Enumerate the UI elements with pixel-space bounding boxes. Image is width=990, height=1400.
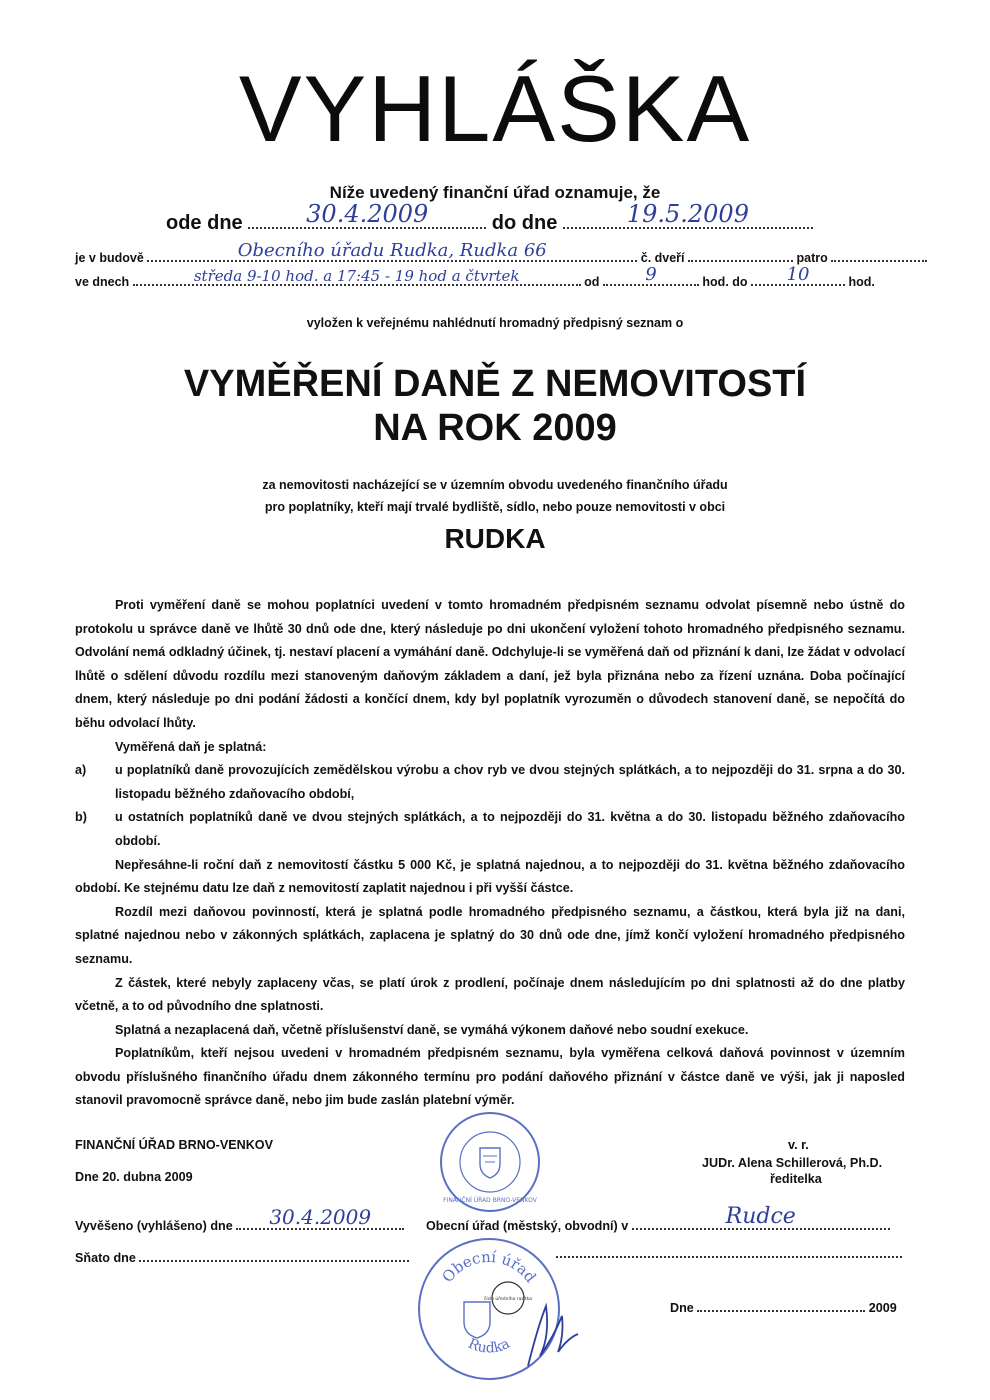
municipal-field xyxy=(632,1204,890,1230)
from-field xyxy=(248,200,486,229)
office-name: FINANČNÍ ÚŘAD BRNO-VENKOV xyxy=(75,1138,274,1152)
headline-line-1: VYMĚŘENÍ DANĚ Z NEMOVITOSTÍ xyxy=(183,363,807,405)
door-field xyxy=(688,246,793,262)
removed-row xyxy=(75,1246,409,1265)
hours-from-value: 9 xyxy=(645,264,657,285)
building-field xyxy=(147,240,637,262)
scope-line-1: za nemovitosti nacházející se v územním obvodu uvedeného finančního úřadu xyxy=(262,478,728,492)
municipal-stamp-center: číslo úředního razítka xyxy=(483,1297,533,1302)
vr-mark: v. r. xyxy=(788,1138,809,1152)
removed-label: Sňato dne xyxy=(75,1251,136,1265)
period-row xyxy=(166,200,813,235)
list-item-b xyxy=(75,806,905,853)
paragraph-difference: Rozdíl mezi daňovou povinností, která je splatná podle hromadného předpisného seznamu, a částkou, která byla již na dani, splatné najednou nebo v zákonných splátkách, zaplacena je splatný do 30 dnů ode dne, jímž končí vyložení hromadného předpisného seznamu. xyxy=(75,904,905,966)
municipal-value: Rudce xyxy=(725,1204,796,1229)
days-row xyxy=(75,264,875,289)
to-label: do dne xyxy=(491,212,558,234)
to-field xyxy=(563,200,813,229)
intro-line: Níže uvedený finanční úřad oznamuje, že xyxy=(329,183,661,202)
days-value: středa 9-10 hod. a 17:45 - 19 hod a čtvrtek xyxy=(193,267,520,285)
floor-label: patro xyxy=(796,251,828,265)
office-stamp-graphic xyxy=(442,1114,538,1210)
dne-row xyxy=(670,1296,897,1315)
list-text-a: u poplatníků daně provozujících zemědělskou výrobu a chov ryb ve dvou stejných splátkách, a to nejpozději do 31. srpna a do 30. listopadu běžného zdaňovacího období, xyxy=(115,763,905,801)
municipal-stamp-top: Obecní úřad xyxy=(438,1247,540,1286)
building-row xyxy=(75,240,927,265)
days-label: ve dnech xyxy=(75,275,130,289)
office-stamp xyxy=(440,1112,540,1212)
posted-field xyxy=(236,1205,404,1230)
municipal-label: Obecní úřad (městský, obvodní) v xyxy=(426,1219,629,1233)
list-text-b: u ostatních poplatníků daně ve dvou stejných splátkách, a to nejpozději do 31. května a do 30. listopadu běžného zdaňovacího období. xyxy=(115,810,905,848)
from-value: 30.4.2009 xyxy=(306,200,429,228)
hours-unit: hod. xyxy=(848,275,875,289)
paragraph-single-payment: Nepřesáhne-li roční daň z nemovitostí částku 5 000 Kč, je splatná najednou, a to nejpozději do 31. května běžného zdaňovacího období. Ke stejnému datu lze daň z nemovitostí zaplatit najednou i při vyšší částce. xyxy=(75,857,905,896)
posted-value: 30.4.2009 xyxy=(269,1205,372,1229)
hours-to-label: hod. do xyxy=(702,275,748,289)
paragraph-due: Vyměřená daň je splatná: xyxy=(115,739,267,754)
hours-to-value: 10 xyxy=(786,264,810,285)
posted-label: Vyvěšeno (vyhlášeno) dne xyxy=(75,1219,233,1233)
hours-to-field xyxy=(751,264,845,286)
paragraph-appeal: Proti vyměření daně se mohou poplatníci uvedení v tomto hromadném předpisném seznamu odvolat písemně nebo ústně do protokolu u správce daně ve lhůtě 30 dnů ode dne, který následuje po dni ukončení vyložení tohoto hromadného předpisného seznamu. Odvolání nemá odkladný účinek, tj. nestaví placení a vymáhání daně. Odchyluje-li se vyměřená daň od přiznání k dani, lze žádat v odvolací lhůtě o sdělení důvodu rozdílu mezi stanoveným daňovým základem a daní, jež byla přiznána nebo za řízení uznána. Doba počínající dnem, který následuje po dni podání žádosti a končící dnem, kdy byl poplatník vyrozuměn o důvodech stanovení daně, se nepočítá do běhu odvolací lhůty. xyxy=(75,598,905,730)
signer-role: ředitelka xyxy=(770,1172,822,1186)
headline xyxy=(0,362,990,450)
dne-field xyxy=(697,1296,865,1312)
scope-line-2: pro poplatníky, kteří mají trvalé bydliště, sídlo, nebo pouze nemovitosti v obci xyxy=(264,500,726,514)
signer-name: JUDr. Alena Schillerová, Ph.D. xyxy=(702,1156,883,1170)
paragraph-not-listed: Poplatníkům, kteří nejsou uvedeni v hromadném předpisném seznamu, byla vyměřena celková daňová povinnost v územním obvodu příslušného finančního úřadu dnem zákonného termínu pro podání daňového přiznání v částce daně ve výši, jak ji naposled stanovil pravomocně správce daně, nebo jim bude zaslán platební výměr. xyxy=(75,1046,905,1108)
days-field xyxy=(133,267,581,286)
dne-year: 2009 xyxy=(868,1301,897,1315)
body-text xyxy=(75,594,905,1113)
municipal-row xyxy=(426,1204,890,1233)
document-title: VYHLÁŠKA xyxy=(238,56,752,161)
door-label: č. dveří xyxy=(640,251,685,265)
dne-label: Dne xyxy=(670,1301,694,1315)
headline-line-2: NA ROK 2009 xyxy=(373,407,617,449)
paragraph-interest: Z částek, které nebyly zaplaceny včas, se platí úrok z prodlení, počínaje dnem následujícím po dni splatnosti až do dne platby včetně, a to od původního dne splatnosti. xyxy=(75,975,905,1014)
building-label: je v budově xyxy=(75,251,144,265)
municipal-stamp-bottom: Rudka xyxy=(465,1335,513,1357)
list-item-a xyxy=(75,759,905,806)
to-value: 19.5.2009 xyxy=(626,200,749,228)
floor-field xyxy=(831,246,927,262)
paragraph-enforcement: Splatná a nezaplacená daň, včetně příslušenství daně, se vymáhá výkonem daňové nebo soudní exekuce. xyxy=(115,1022,749,1037)
subline: vyložen k veřejnému nahlédnutí hromadný předpisný seznam o xyxy=(306,316,684,330)
issue-date: Dne 20. dubna 2009 xyxy=(75,1170,193,1184)
hours-from-field xyxy=(603,264,699,286)
municipality-name: RUDKA xyxy=(444,523,546,554)
signature-line xyxy=(556,1256,902,1258)
building-value: Obecního úřadu Rudka, Rudka 66 xyxy=(237,240,547,261)
hours-from-label: od xyxy=(584,275,600,289)
list-label-a: a) xyxy=(75,763,87,778)
removed-field xyxy=(139,1246,409,1262)
list-label-b: b) xyxy=(75,810,87,825)
from-label: ode dne xyxy=(166,212,243,234)
office-stamp-text: FINANČNÍ ÚŘAD BRNO-VENKOV xyxy=(443,1197,537,1204)
posted-row xyxy=(75,1205,404,1233)
signature-scribble xyxy=(520,1296,590,1376)
